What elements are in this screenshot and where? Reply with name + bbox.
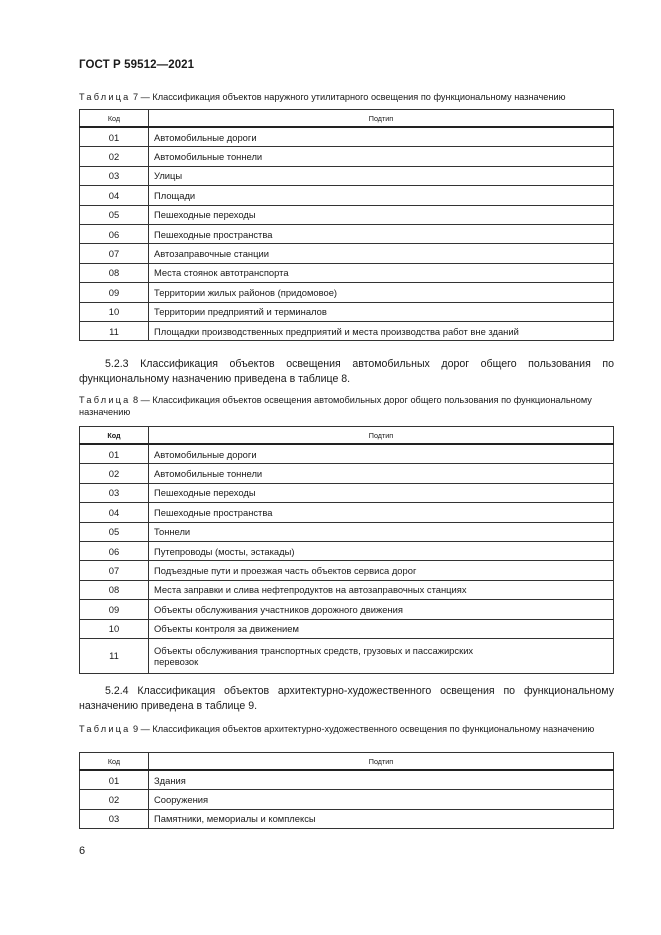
table-row [80, 224, 614, 243]
table-row [80, 561, 614, 580]
table9-caption [79, 724, 614, 736]
row-subtype: Места стоянок автотранспорта [149, 263, 614, 282]
table-row [80, 283, 614, 302]
row-subtype: Пешеходные пространства [149, 224, 614, 243]
page-number: 6 [79, 845, 86, 857]
table9 [79, 752, 614, 829]
table8-caption [79, 395, 614, 418]
row-subtype: Автомобильные тоннели [149, 464, 614, 483]
table7-caption-text: 7 — Классификация объектов наружного утилитарного освещения по функциональному назначению [130, 92, 566, 102]
table8-caption-label: Таблица [79, 395, 131, 405]
table-row [80, 244, 614, 263]
row-code: 06 [80, 224, 149, 243]
row-code: 04 [80, 186, 149, 205]
row-subtype: Подъездные пути и проезжая часть объектов сервиса дорог [149, 561, 614, 580]
document-id: ГОСТ Р 59512—2021 [79, 59, 195, 71]
table-row [80, 638, 614, 673]
table-row [80, 809, 614, 828]
row-code: 05 [80, 522, 149, 541]
row-code: 02 [80, 147, 149, 166]
table7 [79, 109, 614, 341]
row-subtype: Улицы [149, 166, 614, 185]
table7-header-code: Код [80, 110, 149, 128]
row-subtype: Здания [149, 770, 614, 790]
table8-header-subtype: Подтип [149, 427, 614, 445]
table-row [80, 580, 614, 599]
row-code: 07 [80, 561, 149, 580]
row-code: 08 [80, 263, 149, 282]
row-code: 01 [80, 444, 149, 464]
row-code: 01 [80, 770, 149, 790]
paragraph-5-2-4: 5.2.4 Классификация объектов архитектурно-художественного освещения по функциональному назначению приведена в таблице 9. [79, 685, 614, 712]
table-row [80, 619, 614, 638]
table-row [80, 541, 614, 560]
row-code: 09 [80, 600, 149, 619]
table-row [80, 321, 614, 340]
row-subtype: Автомобильные дороги [149, 444, 614, 464]
row-code: 11 [80, 638, 149, 673]
table8 [79, 426, 614, 674]
row-code: 02 [80, 464, 149, 483]
row-subtype: Объекты контроля за движением [149, 619, 614, 638]
table-row [80, 790, 614, 809]
table7-body [80, 127, 614, 341]
row-code: 02 [80, 790, 149, 809]
row-code: 08 [80, 580, 149, 599]
row-subtype: Автозаправочные станции [149, 244, 614, 263]
table-row [80, 770, 614, 790]
row-subtype: Объекты обслуживания участников дорожного движения [149, 600, 614, 619]
row-subtype: Пешеходные переходы [149, 205, 614, 224]
table9-caption-label: Таблица [79, 724, 131, 734]
row-code: 03 [80, 483, 149, 502]
table8-caption-text: 8 — Классификация объектов освещения автомобильных дорог общего пользования по функциональному назначению [79, 395, 592, 417]
row-subtype: Пешеходные переходы [149, 483, 614, 502]
row-code: 10 [80, 302, 149, 321]
row-subtype: Территории предприятий и терминалов [149, 302, 614, 321]
table9-header-code: Код [80, 753, 149, 771]
table-row [80, 444, 614, 464]
row-subtype: Памятники, мемориалы и комплексы [149, 809, 614, 828]
table-row [80, 302, 614, 321]
table-row [80, 503, 614, 522]
row-code: 05 [80, 205, 149, 224]
row-code: 04 [80, 503, 149, 522]
table7-caption [79, 92, 614, 104]
row-code: 09 [80, 283, 149, 302]
row-subtype: Путепроводы (мосты, эстакады) [149, 541, 614, 560]
row-subtype: Сооружения [149, 790, 614, 809]
row-code: 10 [80, 619, 149, 638]
table7-header-subtype: Подтип [149, 110, 614, 128]
row-subtype: Площадки производственных предприятий и места производства работ вне зданий [149, 321, 614, 340]
row-subtype: Тоннели [149, 522, 614, 541]
table7-caption-label: Таблица [79, 92, 131, 102]
table-row [80, 205, 614, 224]
row-code: 06 [80, 541, 149, 560]
table9-body [80, 770, 614, 829]
row-subtype: Места заправки и слива нефтепродуктов на автозаправочных станциях [149, 580, 614, 599]
row-subtype: Территории жилых районов (придомовое) [149, 283, 614, 302]
table-row [80, 522, 614, 541]
row-code: 03 [80, 809, 149, 828]
table8-header-code: Код [80, 427, 149, 445]
table-row [80, 464, 614, 483]
table-row [80, 127, 614, 147]
row-code: 03 [80, 166, 149, 185]
table-row [80, 263, 614, 282]
row-subtype: Пешеходные пространства [149, 503, 614, 522]
row-subtype: Автомобильные тоннели [149, 147, 614, 166]
row-subtype: Автомобильные дороги [149, 127, 614, 147]
table-row [80, 600, 614, 619]
table-row [80, 483, 614, 502]
row-code: 01 [80, 127, 149, 147]
row-code: 07 [80, 244, 149, 263]
row-subtype: Площади [149, 186, 614, 205]
row-subtype: Объекты обслуживания транспортных средств, грузовых и пассажирских перевозок [149, 638, 614, 673]
paragraph-5-2-3: 5.2.3 Классификация объектов освещения автомобильных дорог общего пользования по функциональному назначению приведена в таблице 8. [79, 358, 614, 385]
table-row [80, 147, 614, 166]
table8-body [80, 444, 614, 673]
table-row [80, 186, 614, 205]
table-row [80, 166, 614, 185]
row-code: 11 [80, 321, 149, 340]
table9-caption-text: 9 — Классификация объектов архитектурно-художественного освещения по функциональному назначению [130, 724, 595, 734]
table9-header-subtype: Подтип [149, 753, 614, 771]
